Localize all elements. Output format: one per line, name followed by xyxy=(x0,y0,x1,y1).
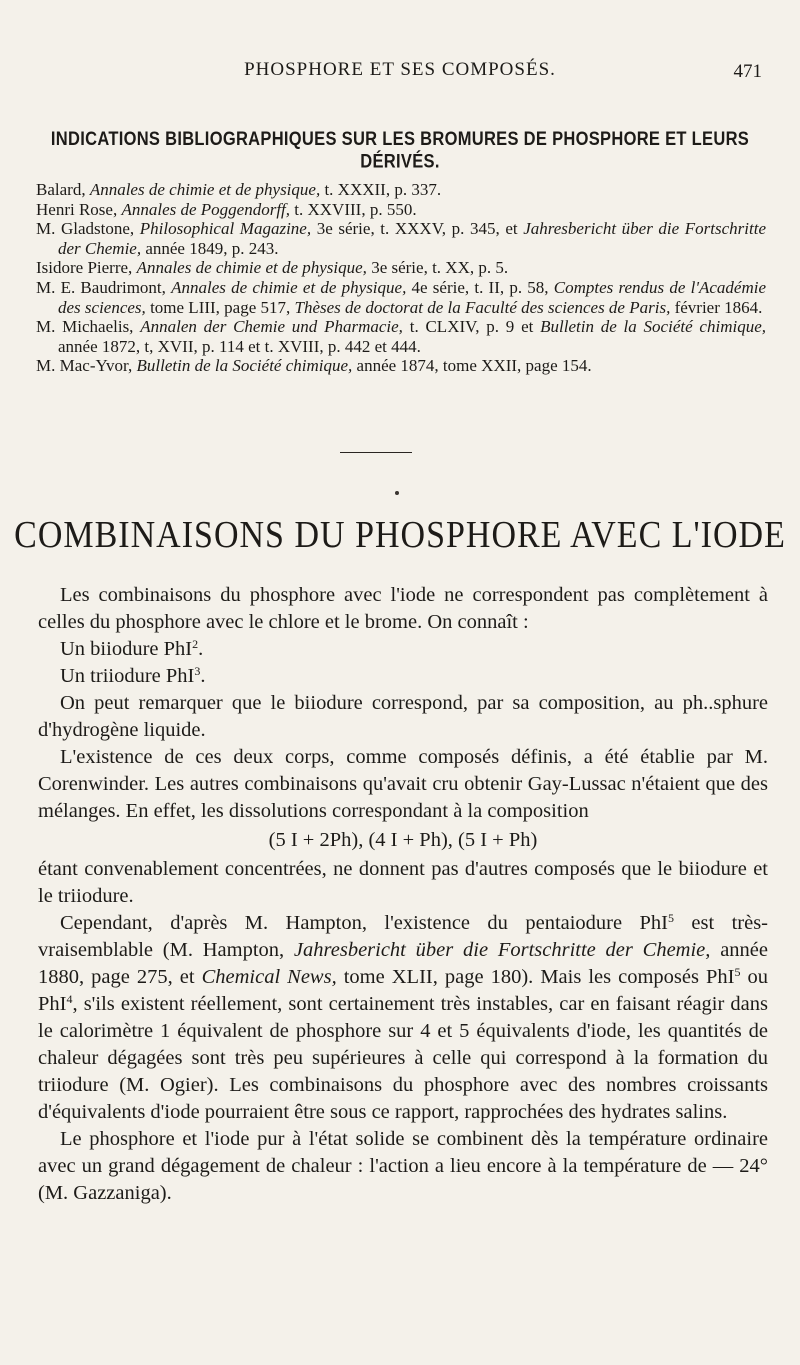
bibliography-entry xyxy=(36,278,766,317)
page-number: 471 xyxy=(733,61,762,82)
bib-details: 3e série, t. XX, p. 5. xyxy=(366,258,509,278)
chemical-formula: (5 I + 2Ph), (4 I + Ph), (5 I + Ph) xyxy=(268,829,538,851)
bibliography-list xyxy=(36,180,766,376)
bib-title: Jahresbericht über die Fortschritte der Chemie, xyxy=(58,219,767,258)
ornament-dot xyxy=(395,491,399,495)
bibliography-entry xyxy=(36,356,766,376)
chapter-title: COMBINAISONS DU PHOSPHORE AVEC L'IODE xyxy=(14,514,786,557)
bib-details: février 1864. xyxy=(670,297,763,317)
section-divider xyxy=(340,452,412,453)
paragraph: Cependant, d'après M. Hampton, l'existence du pentaiodure PhI$^5$ est très-vraisemblable (M. Hampton, Jahresbericht über die Fortschritte der Chemie, année 1880, page 275, et Chemical News, tome XLII, page 180). Mais les composés PhI$^5$ ou PhI$^4$, s'ils existent réellement, sont certainement très instables, car en faisant réagir dans le calorimètre 1 équivalent de phosphore sur 4 et 5 équivalents d'iode, les quantités de chaleur dégagées sont très peu supérieures à celle qui correspond à la formation du triiodure (M. Ogier). Les combinaisons du phosphore avec des nombres croissants d'équivalents d'iode pourraient être sous ce rapport, rapprochées des hydrates salins. xyxy=(38,911,769,1123)
running-header xyxy=(0,57,800,87)
bib-title: Annales de chimie et de physique, xyxy=(171,277,407,297)
list-item: Un biiodure PhI$^2$. xyxy=(60,637,204,660)
bib-details: année 1849, p. 243. xyxy=(141,238,279,258)
bib-title: Bulletin de la Société chimique, xyxy=(136,356,353,376)
bib-details: année 1872, t, XVII, p. 114 et t. XVIII, p. 442 et 444. xyxy=(58,336,421,356)
bib-title: Comptes rendus de l'Académie des sciences, xyxy=(58,277,767,317)
citation-title: Chemical News, xyxy=(201,966,337,988)
paragraph: On peut remarquer que le biiodure correspond, par sa composition, au ph..sphure d'hydrogène liquide. xyxy=(38,692,768,741)
bib-author: Henri Rose, xyxy=(36,199,118,219)
bib-title: Annales de chimie et de physique, xyxy=(136,258,367,278)
bib-author: M. Michaelis, xyxy=(36,317,134,337)
bib-details: 3e série, t. XXXV, p. 345, et xyxy=(311,219,524,239)
bib-author: M. E. Baudrimont, xyxy=(36,277,166,297)
bib-details: t. XXVIII, p. 550. xyxy=(290,199,417,219)
bib-title: Annalen der Chemie und Pharmacie, xyxy=(140,317,403,337)
bibliography-entry xyxy=(36,200,766,220)
bib-author: M. Gladstone, xyxy=(36,219,135,239)
bib-author: M. Mac-Yvor, xyxy=(36,356,133,376)
bib-details: année 1874, tome XXII, page 154. xyxy=(352,356,592,376)
bib-details: t. XXXII, p. 337. xyxy=(320,180,442,199)
bib-title: Annales de Poggendorff, xyxy=(121,199,291,219)
bibliography-entry xyxy=(36,317,766,356)
citation-title: Jahresbericht über die Fortschritte der Chemie, xyxy=(293,939,711,961)
bibliography-entry xyxy=(36,219,766,258)
bib-details: t. CLXIV, p. 9 et xyxy=(402,317,541,337)
running-title: PHOSPHORE ET SES COMPOSÉS. xyxy=(244,59,556,80)
list-item: Un triiodure PhI$^3$. xyxy=(60,664,206,687)
bib-title: Annales de chimie et de physique, xyxy=(89,180,321,199)
bib-title: Thèses de doctorat de la Faculté des sciences de Paris, xyxy=(294,297,671,317)
bibliography-entry xyxy=(36,258,766,278)
bib-details: tome LIII, page 517, xyxy=(145,297,295,317)
bibliography-heading: INDICATIONS BIBLIOGRAPHIQUES SUR LES BROMURES DE PHOSPHORE ET LEURS DÉRIVÉS. xyxy=(50,128,750,173)
paragraph: L'existence de ces deux corps, comme composés définis, a été établie par M. Corenwinder. Les autres combinaisons qu'avait cru obtenir Gay-Lussac n'étaient que des mélanges. En effet, les dissolutions correspondant à la composition xyxy=(38,746,768,822)
bib-title: Philosophical Magazine, xyxy=(139,219,312,239)
bib-author: Balard, xyxy=(36,180,86,199)
bibliography-entry xyxy=(36,180,766,200)
chapter-body xyxy=(38,582,768,1207)
paragraph: Les combinaisons du phosphore avec l'iode ne correspondent pas complètement à celles du phosphore avec le chlore et le brome. On connaît : xyxy=(38,584,768,633)
bib-details: 4e série, t. II, p. 58, xyxy=(406,277,554,297)
bib-author: Isidore Pierre, xyxy=(36,258,133,278)
paragraph: étant convenablement concentrées, ne donnent pas d'autres composés que le biiodure et le triiodure. xyxy=(38,858,768,907)
paragraph: Le phosphore et l'iode pur à l'état solide se combinent dès la température ordinaire avec un grand dégagement de chaleur : l'action a lieu encore à la température de — 24° (M. Gazzaniga). xyxy=(38,1128,768,1204)
bib-title: Bulletin de la Société chimique, xyxy=(540,317,766,337)
